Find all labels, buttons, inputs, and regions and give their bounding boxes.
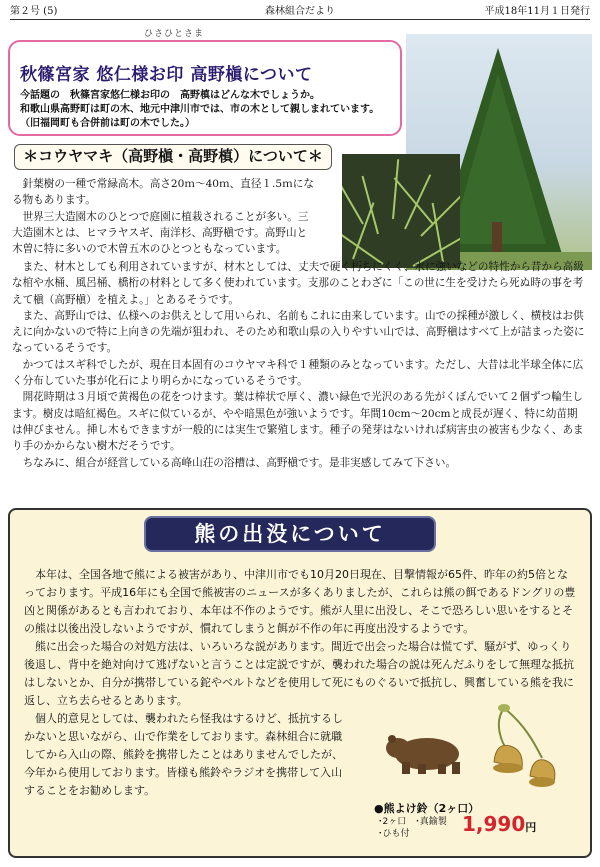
price-unit: 円	[525, 821, 537, 834]
tree-crown-highlight	[450, 74, 546, 244]
article-paragraph: また、材木としても利用されていますが、材木としては、丈夫で硬く朽ちにくく、水に強いなどの特性から昔から高級な棺や水桶、風呂桶、橋桁の材料として多く使われています。支那のことわざに「この世に生を受けたら死ぬ時の事を考えて槇（高野槇）を植えよ。」とあるそうです。	[12, 261, 584, 306]
article-body	[12, 259, 588, 471]
product-detail: ･ひも付	[378, 829, 410, 839]
needle	[342, 172, 364, 225]
product-name: ●熊よけ鈴（2ヶ口）	[374, 802, 480, 815]
bear-text-narrow	[24, 710, 346, 800]
bear-banner: 熊の出没について	[144, 516, 436, 552]
article-line: る物もあります。	[12, 194, 96, 207]
title-ruby: ひさひとさま	[144, 29, 205, 39]
koyamaki-leaves-photo	[342, 154, 460, 268]
product-price	[462, 812, 536, 836]
issue-number: 第２号 (5)	[10, 6, 58, 17]
article-line: 針葉樹の一種で常緑高木。高さ20ｍ～40ｍ、直径１.5ｍにな	[22, 178, 314, 190]
needle	[392, 159, 399, 219]
needle	[404, 174, 431, 229]
bear-paragraph: 本年は、全国各地で熊による被害があり、中津川市でも10月20日現在、目撃情報が65件、昨年の約5倍となっております。平成16年にも全国で熊被害のニュースが多くありましたが、これらは熊の餌であるドングリの豊凶と関係があるとも言われており、本年は不作のようです。熊が人里に出没し、そこで恐ろしい思いをするとその熊は以後出没しないようですが、慣れてしまうと餌が不作の年に再度出没するようです。	[24, 568, 576, 635]
article-line: 大造園木とは、ヒマラヤスギ、南洋杉、高野槇です。高野山と	[12, 226, 308, 239]
page-header	[10, 4, 590, 20]
price-value: 1,990	[462, 812, 526, 836]
intro-line: 今話題の 秋篠宮家悠仁様お印の 高野槙はどんな木でしょうか。	[20, 90, 320, 101]
lead-intro	[20, 89, 390, 131]
bear-paragraph: 熊に出会った場合の対処方法は、いろいろな説があります。間近で出会った場合は慌てず、騒がず、ゆっくり後退し、背中を絶対向けて逃げないと言うことは定説ですが、襲われた場合の説は死んだふりをして無理な抵抗はしないとか、自分が携帯している鉈やベルトなどを使用して死にものぐるいで抵抗し、興奮している熊を我に返し、立ち去らせるとあります。	[24, 640, 574, 707]
publish-date: 平成18年11月１日発行	[484, 6, 590, 17]
lead-box	[8, 40, 402, 136]
needle	[394, 177, 434, 224]
article-subheading: ＊コウヤマキ（高野槇・高野槙）について＊	[14, 144, 332, 170]
article-paragraph: また、高野山では、仏様へのお供えとして用いられ、名前もこれに由来しています。山での採種が激しく、横枝はお供えに向かないので特に上向きの先端が狙われ、そのため和歌山県の入りやすい山では、高野槇はすべて上が詰まった姿になっているそうです。	[12, 309, 585, 355]
article-paragraph: かつてはスギ科でしたが、現在日本固有のコウヤマキ科で１種類のみとなっています。ただし、大昔は北半球全体に広く分布していた事が化石により明らかになっているそうです。	[12, 358, 584, 388]
intro-line: 和歌山県高野町は町の木、地元中津川市では、市の木として親しまれています。	[20, 104, 380, 115]
article-line: 木曽に特に多いので木曽五木のひとつともなっています。	[12, 243, 287, 256]
article-paragraph: 開花時期は３月頃で黄褐色の花をつけます。葉は棒状で厚く、濃い緑色で光沢のある先がくぼんでいて２個ずつ輪生します。樹皮は暗紅褐色。スギに似ているが、やや暗黒色が強いようです。年間10cm～20cmと成長が遅く、特に幼苗期は伸びません。挿し木もできますが一般的には実生で繁殖します。種子の発芽はないければ病害虫の被害も少なく、あまり手のかからない樹木だそうです。	[12, 391, 584, 453]
bear-text-wide	[24, 566, 576, 710]
lead-title: 秋篠宮家 悠仁様お印 高野槇について	[20, 65, 313, 85]
article-paragraph: ちなみに、組合が経営している高峰山荘の浴槽は、高野槇です。是非実感してみて下さい。	[22, 456, 457, 469]
bear-banner-wrap	[144, 516, 436, 552]
intro-line: （旧福岡町も合併前は町の木でした。）	[20, 118, 195, 129]
bear-paragraph: 個人的意見としては、襲われたら怪我はするけど、抵抗するしかないと思いながら、山で作業をしております。森林組合に就職してから入山の際、熊鈴を携帯したことはありませんでしたが、今年から使用しております。皆様も熊鈴やラジオを携帯して入山することをお勧めします。	[24, 712, 343, 797]
article-top	[12, 176, 342, 257]
bear-icon	[382, 728, 472, 776]
newsletter-title: 森林組合だより	[265, 6, 335, 17]
product-detail: ･2ヶ口 ･真鍮製	[378, 817, 447, 827]
bear-bell-icon	[464, 702, 564, 806]
article-line: 世界三大造園木のひとつで庭園に植栽されることが多い。三	[22, 210, 309, 223]
